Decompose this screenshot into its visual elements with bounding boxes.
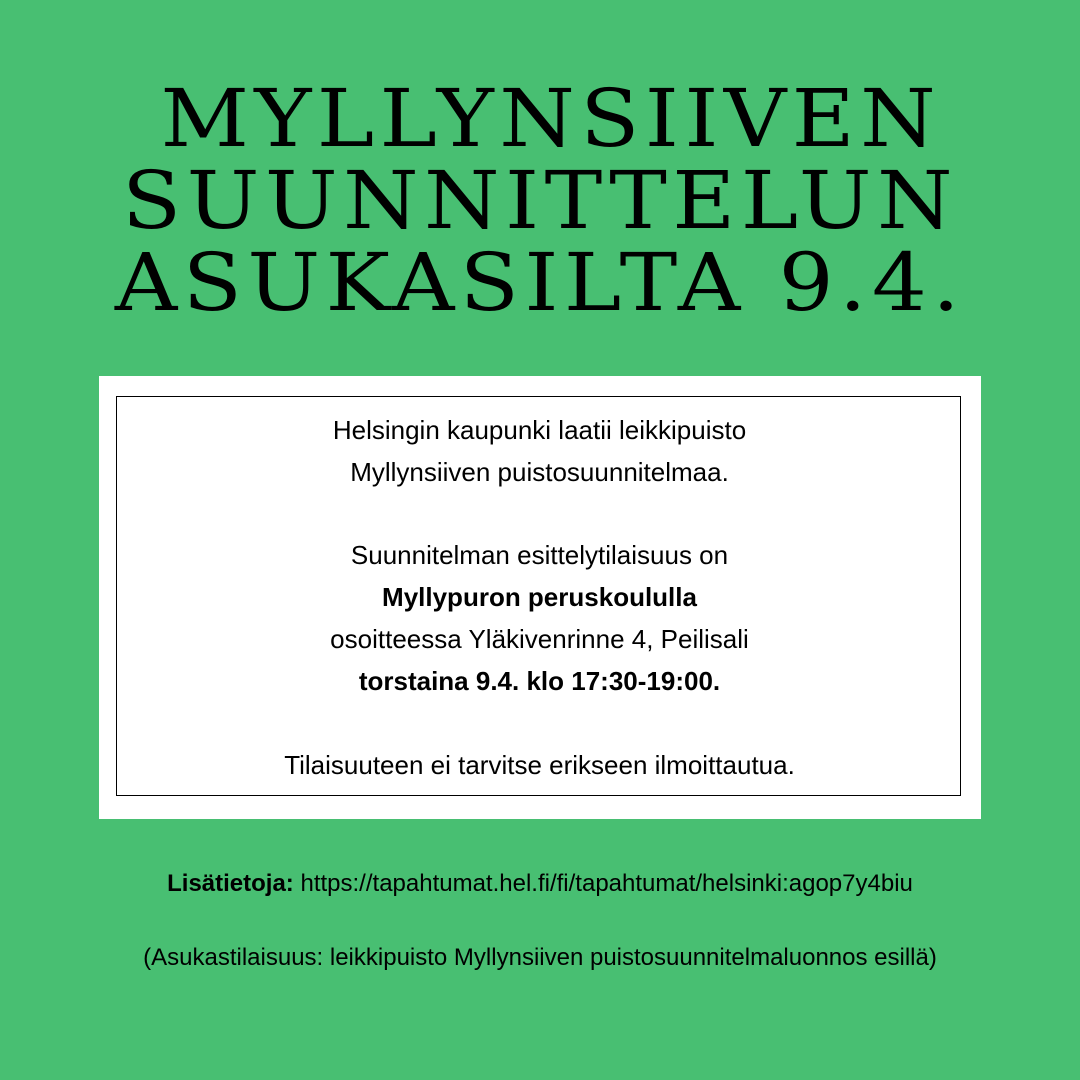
title-line-1: MYLLYNSIIVEN — [160, 72, 942, 165]
more-info-link[interactable]: https://tapahtumat.hel.fi/fi/tapahtumat/helsinki:agop7y4biu — [300, 870, 913, 897]
event-time: torstaina 9.4. klo 17:30-19:00. — [358, 666, 721, 696]
intro-line-2: Myllynsiiven puistosuunnitelmaa. — [350, 457, 729, 487]
event-title — [0, 72, 1080, 329]
event-address: osoitteessa Yläkivenrinne 4, Peilisali — [330, 624, 749, 654]
title-line-2: SUUNNITTELUN — [122, 154, 958, 247]
more-info — [0, 864, 1080, 904]
footnote: (Asukastilaisuus: leikkipuisto Myllynsiiven puistosuunnitelmaluonnos esillä) — [143, 944, 937, 971]
event-intro-line: Suunnitelman esittelytilaisuus on — [350, 540, 729, 570]
more-info-label: Lisätietoja: — [167, 870, 294, 897]
info-card-border — [116, 396, 961, 796]
title-line-3: ASUKASILTA 9.4. — [114, 236, 966, 329]
event-location: Myllypuron peruskoululla — [382, 582, 697, 612]
registration-note: Tilaisuuteen ei tarvitse erikseen ilmoittautua. — [284, 750, 795, 780]
intro-line-1: Helsingin kaupunki laatii leikkipuisto — [332, 415, 747, 445]
info-card — [99, 376, 981, 819]
